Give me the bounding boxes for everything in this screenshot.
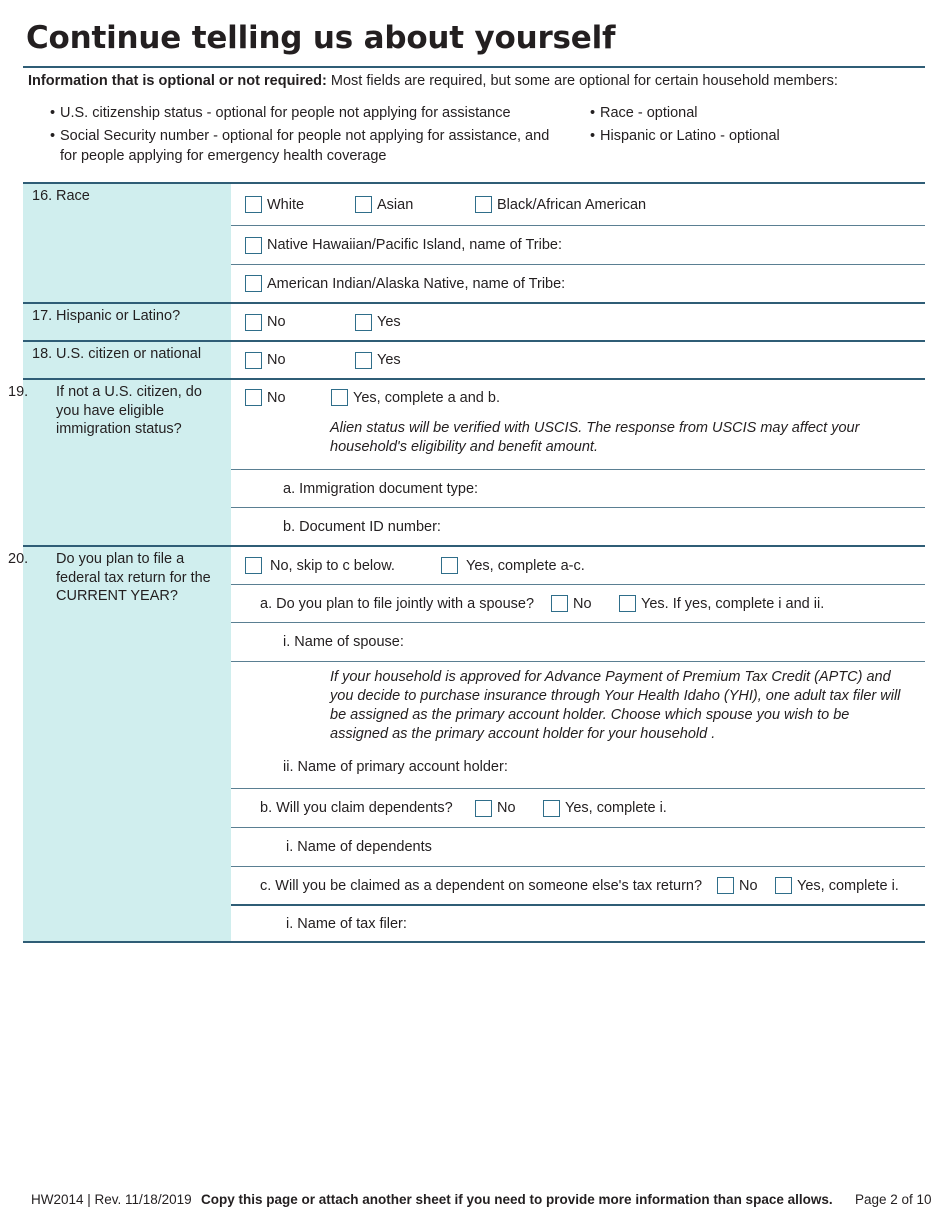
race-options-row [231,184,925,225]
document-id-row[interactable] [231,507,925,545]
tax-filer-name-row[interactable] [231,904,925,941]
file-jointly-yes-checkbox[interactable] [619,595,824,612]
race-indian-checkbox[interactable] [245,275,565,292]
dependents-name-row[interactable] [231,827,925,866]
checkbox-box[interactable] [245,237,262,254]
immigration-doc-type-row[interactable] [231,469,925,507]
checkbox-label: Native Hawaiian/Pacific Island, name of Tribe: [267,237,562,253]
question-20-row [8,545,925,943]
optional-list-right [590,103,910,149]
aptc-note: If your household is approved for Advance Payment of Premium Tax Credit (APTC) and you decide to purchase insurance through Your Health Idaho (YHI), one adult tax filer will be assigned as the primary account holder. Choose which spouse you wish to be assigned as the primary account holder for your household . [330,669,901,742]
checkbox-label: Yes, complete i. [797,877,899,894]
optional-list-left [50,103,550,169]
list-item: • Social Security number - optional for people not applying for assistance, and for people applying for emergency health coverage [50,126,550,166]
question-18-label [23,342,231,378]
tax-return-yes-checkbox[interactable] [441,557,585,574]
document-id-label: b. Document ID number: [283,518,441,535]
primary-holder-row[interactable] [231,661,925,788]
question-text: Race [56,188,90,204]
checkbox-box[interactable] [441,557,458,574]
question-text: Hispanic or Latino? [56,308,181,324]
citizen-options-row [231,342,925,378]
question-19-row [8,378,925,545]
question-18-row [23,340,925,378]
claim-dependents-row [231,788,925,827]
checkbox-box[interactable] [331,389,348,406]
optional-info-text: Most fields are required, but some are optional for certain household members: [326,73,838,89]
question-text: U.S. citizen or national [56,346,202,362]
footer-instruction: Copy this page or attach another sheet if you need to provide more information than space allows. [201,1192,833,1207]
immigration-status-row [231,380,925,469]
checkbox-label: No [267,352,286,368]
question-number: 18. [32,346,53,362]
race-hawaiian-row [231,225,925,264]
list-item: • Hispanic or Latino - optional [590,126,910,146]
list-item: • U.S. citizenship status - optional for people not applying for assistance [50,103,550,123]
question-number: 19. [8,384,29,400]
checkbox-box[interactable] [775,877,792,894]
checkbox-label: No [497,800,516,816]
checkbox-box[interactable] [543,800,560,817]
checkbox-label: Yes, complete a and b. [353,389,500,406]
race-white-checkbox[interactable] [245,196,304,213]
file-jointly-label: a. Do you plan to file jointly with a spouse? [260,595,535,612]
checkbox-box[interactable] [245,557,262,574]
immigration-doc-type-label: a. Immigration document type: [283,480,479,497]
checkbox-label: Yes. If yes, complete i and ii. [641,595,825,612]
race-hawaiian-checkbox[interactable] [245,237,562,254]
checkbox-box[interactable] [475,800,492,817]
checkbox-box[interactable] [355,352,372,369]
checkbox-label: Black/African American [497,196,647,213]
file-jointly-row [231,584,925,622]
tax-filer-name-label: i. Name of tax filer: [286,915,407,932]
race-black-checkbox[interactable] [475,196,646,213]
optional-info [28,73,838,89]
question-number: 17. [32,308,53,324]
checkbox-box[interactable] [245,196,262,213]
claimed-dependent-no-checkbox[interactable] [717,877,758,894]
checkbox-box[interactable] [245,352,262,369]
checkbox-box[interactable] [245,275,262,292]
claimed-dependent-yes-checkbox[interactable] [775,877,899,894]
question-17-row [23,302,925,340]
checkbox-label: No [573,595,592,612]
claimed-dependent-label: c. Will you be claimed as a dependent on someone else's tax return? [260,877,703,894]
dependents-name-label: i. Name of dependents [286,839,432,855]
hispanic-yes-checkbox[interactable] [355,314,401,331]
checkbox-label: No [267,389,286,406]
title-divider [23,66,925,68]
question-text: If not a U.S. citizen, do you have eligible immigration status? [56,384,202,437]
race-indian-row [231,264,925,302]
checkbox-label: Asian [377,196,414,213]
tax-return-no-checkbox[interactable] [245,557,395,574]
claimed-dependent-row [231,866,925,904]
immigration-no-checkbox[interactable] [245,389,286,406]
question-16-row [23,182,925,302]
question-number: 20. [8,551,29,567]
question-17-label [23,304,231,340]
primary-holder-label: ii. Name of primary account holder: [283,759,508,775]
checkbox-box[interactable] [619,595,636,612]
question-19-label [8,380,231,545]
checkbox-box[interactable] [551,595,568,612]
claim-dependents-no-checkbox[interactable] [475,800,516,817]
checkbox-label: American Indian/Alaska Native, name of Tribe: [267,275,566,292]
claim-dependents-yes-checkbox[interactable] [543,800,667,817]
uscis-note: Alien status will be verified with USCIS. The response from USCIS may affect your household's eligibility and benefit amount. [330,420,860,455]
list-item: • Race - optional [590,103,910,123]
question-text: Do you plan to file a federal tax return for the CURRENT YEAR? [56,551,211,604]
question-16-label [23,184,231,302]
checkbox-box[interactable] [355,314,372,331]
hispanic-options-row [231,304,925,340]
form-id: HW2014 | Rev. 11/18/2019 [31,1192,192,1207]
checkbox-label: Yes [377,314,401,330]
question-number: 16. [32,188,53,204]
question-20-label [8,547,231,941]
claim-dependents-label: b. Will you claim dependents? [260,800,453,816]
optional-info-label: Information that is optional or not required: [28,73,327,89]
checkbox-box[interactable] [245,314,262,331]
tax-return-row [231,547,925,584]
checkbox-label: White [267,196,305,213]
spouse-name-label: i. Name of spouse: [283,634,404,650]
checkbox-label: No, skip to c below. [270,557,395,574]
page-number: Page 2 of 10 [855,1192,932,1207]
page-title: Continue telling us about yourself [26,20,616,56]
citizen-no-checkbox[interactable] [245,352,286,369]
hispanic-no-checkbox[interactable] [245,314,286,331]
citizen-yes-checkbox[interactable] [355,352,401,369]
checkbox-box[interactable] [475,196,492,213]
immigration-yes-checkbox[interactable] [331,389,500,406]
checkbox-label: No [267,314,286,330]
file-jointly-no-checkbox[interactable] [551,595,592,612]
checkbox-label: Yes, complete a-c. [466,557,585,574]
personal-info-form [8,182,925,943]
race-asian-checkbox[interactable] [355,196,413,213]
checkbox-box[interactable] [717,877,734,894]
checkbox-label: Yes [377,352,401,368]
checkbox-box[interactable] [245,389,262,406]
checkbox-label: Yes, complete i. [565,800,667,816]
checkbox-box[interactable] [355,196,372,213]
spouse-name-row[interactable] [231,622,925,661]
checkbox-label: No [739,877,758,894]
